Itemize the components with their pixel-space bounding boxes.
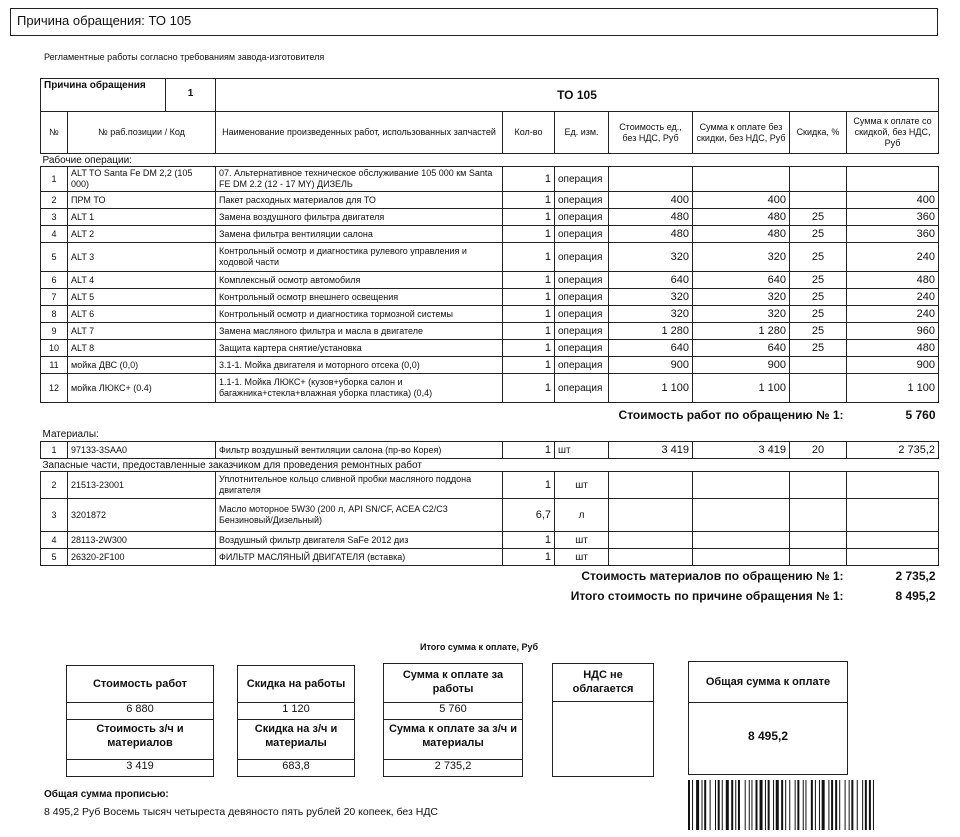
works-total xyxy=(41,403,939,429)
row-name: Уплотнительное кольцо сливной пробки масляного поддона двигателя xyxy=(216,472,503,499)
row-unit: операция xyxy=(555,340,609,357)
row-qty: 1 xyxy=(503,532,555,549)
row-unit: шт xyxy=(555,472,609,499)
row-qty: 1 xyxy=(503,442,555,459)
row-sum: 480 xyxy=(693,226,790,243)
summary-caption: Итого сумма к оплате, Руб xyxy=(420,642,539,652)
row-code: 21513-23001 xyxy=(68,472,216,499)
barcode-bar xyxy=(857,780,858,830)
row-qty: 1 xyxy=(503,289,555,306)
table-row xyxy=(41,499,939,532)
row-total: 1 100 xyxy=(847,374,939,403)
row-empty-cell xyxy=(609,549,693,566)
row-unit: операция xyxy=(555,289,609,306)
barcode-bar xyxy=(710,780,711,830)
table-row xyxy=(41,374,939,403)
materials-total xyxy=(41,566,939,587)
discount-box xyxy=(237,665,355,777)
barcode-bar xyxy=(735,780,736,830)
row-number: 5 xyxy=(41,549,68,566)
col-sum: Сумма к оплате без скидки, без НДС, Руб xyxy=(693,112,790,154)
row-name: 07. Альтернативное техническое обслуживание 105 000 км Santa FE DM 2.2 (12 - 17 MY) ДИЗЕЛЬ xyxy=(216,167,503,192)
row-name: Контрольный осмотр и диагностика тормозной системы xyxy=(216,306,503,323)
row-price: 640 xyxy=(609,272,693,289)
row-sum: 1 100 xyxy=(693,374,790,403)
reason-header-box xyxy=(10,8,938,36)
barcode-bar xyxy=(751,780,752,830)
col-price: Стоимость ед., без НДС, Руб xyxy=(609,112,693,154)
row-name: Защита картера снятие/установка xyxy=(216,340,503,357)
barcode-bar xyxy=(773,780,774,830)
row-code: 26320-2F100 xyxy=(68,549,216,566)
row-empty-cell xyxy=(847,472,939,499)
row-empty-cell xyxy=(693,532,790,549)
row-total: 2 735,2 xyxy=(847,442,939,459)
barcode-bar xyxy=(722,780,723,830)
works-total-value: 5 760 xyxy=(905,408,936,423)
materials-section xyxy=(41,429,939,442)
parts-section xyxy=(41,459,939,472)
materials-total-value: 2 735,2 xyxy=(895,568,936,583)
row-empty-cell xyxy=(790,549,847,566)
row-code: мойка ДВС (0,0) xyxy=(68,357,216,374)
row-total: 480 xyxy=(847,340,939,357)
row-discount: 25 xyxy=(790,243,847,272)
barcode-bar xyxy=(715,780,716,830)
barcode-bar xyxy=(845,780,846,830)
row-total: 900 xyxy=(847,357,939,374)
row-total: 240 xyxy=(847,306,939,323)
row-sum: 900 xyxy=(693,357,790,374)
row-qty: 6,7 xyxy=(503,499,555,532)
works-cost-label: Стоимость работ xyxy=(92,678,188,690)
works-total-label: Стоимость работ по обращению № 1: xyxy=(618,408,844,423)
row-code: ALT 6 xyxy=(68,306,216,323)
reason-total-value: 8 495,2 xyxy=(895,589,936,603)
barcode-bar xyxy=(828,780,829,830)
order-table xyxy=(40,78,939,607)
barcode-bar xyxy=(811,780,813,830)
row-unit: операция xyxy=(555,272,609,289)
row-code: ALT 5 xyxy=(68,289,216,306)
barcode-bar xyxy=(797,780,799,830)
row-unit: операция xyxy=(555,357,609,374)
row-discount: 25 xyxy=(790,340,847,357)
row-discount: 25 xyxy=(790,226,847,243)
row-qty: 1 xyxy=(503,167,555,192)
materials-section-label: Материалы: xyxy=(42,429,99,441)
table-row xyxy=(41,272,939,289)
payment-box xyxy=(383,663,523,777)
row-total: 400 xyxy=(847,192,939,209)
row-discount: 25 xyxy=(790,323,847,340)
row-unit: операция xyxy=(555,306,609,323)
row-discount: 25 xyxy=(790,306,847,323)
reason-total xyxy=(41,587,939,607)
row-number: 11 xyxy=(41,357,68,374)
row-unit: операция xyxy=(555,226,609,243)
row-number: 10 xyxy=(41,340,68,357)
parts-cost-value: 3 419 xyxy=(67,759,213,776)
row-name: 3.1-1. Мойка двигателя и моторного отсека (0,0) xyxy=(216,357,503,374)
row-price: 480 xyxy=(609,226,693,243)
row-number: 1 xyxy=(41,442,68,459)
row-unit: шт xyxy=(555,532,609,549)
row-number: 2 xyxy=(41,192,68,209)
reason-title: Причина обращения: ТО 105 xyxy=(17,13,192,28)
barcode-bar xyxy=(704,780,706,830)
works-cost-box xyxy=(66,665,214,777)
barcode-bar xyxy=(726,780,729,830)
row-unit: л xyxy=(555,499,609,532)
row-code: ALT 1 xyxy=(68,209,216,226)
barcode-bar xyxy=(865,780,867,830)
row-sum: 1 280 xyxy=(693,323,790,340)
barcode-bar xyxy=(765,780,766,830)
row-sum: 480 xyxy=(693,209,790,226)
row-unit: операция xyxy=(555,323,609,340)
row-qty: 1 xyxy=(503,306,555,323)
row-name: Замена воздушного фильтра двигателя xyxy=(216,209,503,226)
table-row xyxy=(41,357,939,374)
works-payment-label: Сумма к оплате за работы xyxy=(402,669,504,695)
row-number: 7 xyxy=(41,289,68,306)
row-total: 240 xyxy=(847,289,939,306)
row-unit: операция xyxy=(555,243,609,272)
barcode-bar xyxy=(731,780,733,830)
row-empty-cell xyxy=(790,472,847,499)
row-code: ALT TO Santa Fe DM 2,2 (105 000) xyxy=(68,167,216,192)
reason-name: ТО 105 xyxy=(216,79,939,112)
barcode-bar xyxy=(835,780,837,830)
row-number: 12 xyxy=(41,374,68,403)
table-row xyxy=(41,289,939,306)
row-name: Замена масляного фильтра и масла в двигателе xyxy=(216,323,503,340)
row-unit: шт xyxy=(555,549,609,566)
col-qty: Кол-во xyxy=(503,112,555,154)
row-empty-cell xyxy=(609,472,693,499)
works-section xyxy=(41,154,939,167)
table-row xyxy=(41,442,939,459)
grand-total-label: Общая сумма к оплате xyxy=(689,662,847,703)
row-total xyxy=(847,167,939,192)
row-empty-cell xyxy=(609,532,693,549)
barcode-bar xyxy=(745,780,746,830)
barcode-bar xyxy=(839,780,840,830)
row-name: Масло моторное 5W30 (200 л, API SN/CF, ACEA C2/C3 Бензиновый/Дизельный) xyxy=(216,499,503,532)
row-unit: шт xyxy=(555,442,609,459)
row-number: 5 xyxy=(41,243,68,272)
barcode-bar xyxy=(815,780,816,830)
grand-total-value: 8 495,2 xyxy=(747,729,789,743)
barcode-bar xyxy=(756,780,758,830)
barcode-bar xyxy=(849,780,850,830)
row-discount: 25 xyxy=(790,209,847,226)
row-name: Пакет расходных материалов для ТО xyxy=(216,192,503,209)
row-code: 3201872 xyxy=(68,499,216,532)
row-price xyxy=(609,167,693,192)
works-discount-label: Скидка на работы xyxy=(246,678,346,690)
row-unit: операция xyxy=(555,192,609,209)
row-sum xyxy=(693,167,790,192)
row-qty: 1 xyxy=(503,549,555,566)
reason-total-label: Итого стоимость по причине обращения № 1: xyxy=(570,589,844,603)
vat-box xyxy=(552,663,654,777)
row-name: Воздушный фильтр двигателя SaFe 2012 диз xyxy=(216,532,503,549)
row-sum: 3 419 xyxy=(693,442,790,459)
parts-cost-label: Стоимость з/ч и материалов xyxy=(67,719,213,759)
regulation-caption: Регламентные работы согласно требованиям завода-изготовителя xyxy=(44,52,325,62)
row-name: ФИЛЬТР МАСЛЯНЫЙ ДВИГАТЕЛЯ (вставка) xyxy=(216,549,503,566)
row-empty-cell xyxy=(847,532,939,549)
col-code: № раб.позиции / Код xyxy=(68,112,216,154)
row-price: 1 100 xyxy=(609,374,693,403)
parts-discount-label: Скидка на з/ч и материалы xyxy=(238,719,354,759)
barcode-bar xyxy=(749,780,750,830)
row-discount xyxy=(790,167,847,192)
amount-in-words: 8 495,2 Руб Восемь тысяч четыреста девяносто пять рублей 20 копеек, без НДС xyxy=(44,806,439,818)
barcode-bar xyxy=(805,780,806,830)
col-discount: Скидка, % xyxy=(790,112,847,154)
row-empty-cell xyxy=(693,472,790,499)
row-price: 320 xyxy=(609,289,693,306)
parts-section-label: Запасные части, предоставленные заказчиком для проведения ремонтных работ xyxy=(42,459,422,471)
row-name: Комплексный осмотр автомобиля xyxy=(216,272,503,289)
table-row xyxy=(41,209,939,226)
table-row xyxy=(41,306,939,323)
row-code: ALT 3 xyxy=(68,243,216,272)
row-name: Замена фильтра вентиляции салона xyxy=(216,226,503,243)
col-no: № xyxy=(41,112,68,154)
barcode-bar xyxy=(768,780,770,830)
row-empty-cell xyxy=(790,532,847,549)
barcode-bar xyxy=(760,780,763,830)
row-number: 4 xyxy=(41,226,68,243)
row-total: 960 xyxy=(847,323,939,340)
row-qty: 1 xyxy=(503,209,555,226)
barcode-icon xyxy=(688,780,938,830)
row-number: 6 xyxy=(41,272,68,289)
works-section-label: Рабочие операции: xyxy=(42,154,132,166)
barcode-bar xyxy=(696,780,699,830)
barcode-bar xyxy=(781,780,783,830)
works-payment-value: 5 760 xyxy=(384,702,522,719)
col-unit: Ед. изм. xyxy=(555,112,609,154)
row-price: 1 280 xyxy=(609,323,693,340)
col-total: Сумма к оплате со скидкой, без НДС, Руб xyxy=(847,112,939,154)
barcode-bar xyxy=(718,780,720,830)
barcode-bar xyxy=(869,780,871,830)
row-number: 8 xyxy=(41,306,68,323)
barcode-bar xyxy=(803,780,804,830)
parts-discount-value: 683,8 xyxy=(238,759,354,776)
row-number: 1 xyxy=(41,167,68,192)
reason-row xyxy=(41,79,939,112)
row-price: 900 xyxy=(609,357,693,374)
row-code: ALT 4 xyxy=(68,272,216,289)
row-code: ALT 7 xyxy=(68,323,216,340)
row-code: ALT 8 xyxy=(68,340,216,357)
barcode-bar xyxy=(738,780,740,830)
table-row xyxy=(41,340,939,357)
row-discount: 25 xyxy=(790,289,847,306)
reason-number: 1 xyxy=(187,88,194,99)
row-code: ПРМ ТО xyxy=(68,192,216,209)
row-discount: 20 xyxy=(790,442,847,459)
reason-label: Причина обращения xyxy=(41,79,166,111)
table-row xyxy=(41,243,939,272)
row-price: 640 xyxy=(609,340,693,357)
row-total: 360 xyxy=(847,226,939,243)
row-code: 28113-2W300 xyxy=(68,532,216,549)
row-price: 320 xyxy=(609,306,693,323)
row-qty: 1 xyxy=(503,374,555,403)
row-qty: 1 xyxy=(503,272,555,289)
materials-total-label: Стоимость материалов по обращению № 1: xyxy=(581,568,844,583)
barcode-bar xyxy=(831,780,833,830)
parts-payment-label: Сумма к оплате за з/ч и материалы xyxy=(384,719,522,759)
grand-total-box xyxy=(688,661,848,775)
row-price: 3 419 xyxy=(609,442,693,459)
row-qty: 1 xyxy=(503,357,555,374)
table-row xyxy=(41,323,939,340)
barcode-bar xyxy=(789,780,790,830)
row-name: Контрольный осмотр и диагностика рулевого управления и ходовой части xyxy=(216,243,503,272)
row-code: ALT 2 xyxy=(68,226,216,243)
works-cost-value: 6 880 xyxy=(67,702,213,719)
row-discount xyxy=(790,192,847,209)
barcode-bar xyxy=(822,780,825,830)
table-row xyxy=(41,167,939,192)
barcode-bar xyxy=(776,780,779,830)
amount-in-words-caption: Общая сумма прописью: xyxy=(44,789,169,800)
row-name: 1.1-1. Мойка ЛЮКС+ (кузов+уборка салон и багажника+стекла+влажная уборка пластика) (0,4) xyxy=(216,374,503,403)
row-unit: операция xyxy=(555,167,609,192)
row-qty: 1 xyxy=(503,472,555,499)
row-sum: 320 xyxy=(693,289,790,306)
row-number: 3 xyxy=(41,499,68,532)
row-empty-cell xyxy=(693,549,790,566)
row-name: Контрольный осмотр внешнего освещения xyxy=(216,289,503,306)
row-total: 240 xyxy=(847,243,939,272)
row-discount xyxy=(790,374,847,403)
column-header-row xyxy=(41,112,939,154)
row-qty: 1 xyxy=(503,192,555,209)
row-name: Фильтр воздушный вентиляции салона (пр-во Корея) xyxy=(216,442,503,459)
row-sum: 320 xyxy=(693,243,790,272)
barcode-bar xyxy=(819,780,820,830)
row-sum: 320 xyxy=(693,306,790,323)
row-number: 2 xyxy=(41,472,68,499)
row-empty-cell xyxy=(847,549,939,566)
table-row xyxy=(41,472,939,499)
row-price: 320 xyxy=(609,243,693,272)
col-name: Наименование произведенных работ, использованных запчастей xyxy=(216,112,503,154)
row-unit: операция xyxy=(555,209,609,226)
row-qty: 1 xyxy=(503,323,555,340)
row-empty-cell xyxy=(790,499,847,532)
row-code: мойка ЛЮКС+ (0.4) xyxy=(68,374,216,403)
parts-payment-value: 2 735,2 xyxy=(384,759,522,776)
row-sum: 640 xyxy=(693,272,790,289)
row-qty: 1 xyxy=(503,243,555,272)
row-total: 480 xyxy=(847,272,939,289)
row-qty: 1 xyxy=(503,226,555,243)
barcode-bar xyxy=(692,780,693,830)
row-empty-cell xyxy=(693,499,790,532)
table-row xyxy=(41,192,939,209)
barcode-bar xyxy=(873,780,874,830)
barcode-bar xyxy=(702,780,703,830)
table-row xyxy=(41,226,939,243)
row-sum: 640 xyxy=(693,340,790,357)
row-number: 9 xyxy=(41,323,68,340)
row-discount: 25 xyxy=(790,272,847,289)
barcode-bar xyxy=(862,780,863,830)
row-total: 360 xyxy=(847,209,939,226)
barcode-bar xyxy=(688,780,690,830)
vat-label: НДС не облагается xyxy=(553,664,653,702)
row-empty-cell xyxy=(847,499,939,532)
works-discount-value: 1 120 xyxy=(238,702,354,719)
row-discount xyxy=(790,357,847,374)
row-number: 3 xyxy=(41,209,68,226)
row-code: 97133-3SAA0 xyxy=(68,442,216,459)
table-row xyxy=(41,549,939,566)
row-empty-cell xyxy=(609,499,693,532)
row-number: 4 xyxy=(41,532,68,549)
row-unit: операция xyxy=(555,374,609,403)
barcode-bar xyxy=(851,780,853,830)
table-row xyxy=(41,532,939,549)
row-price: 480 xyxy=(609,209,693,226)
row-qty: 1 xyxy=(503,340,555,357)
barcode-bar xyxy=(795,780,796,830)
barcode-bar xyxy=(785,780,786,830)
row-price: 400 xyxy=(609,192,693,209)
row-sum: 400 xyxy=(693,192,790,209)
